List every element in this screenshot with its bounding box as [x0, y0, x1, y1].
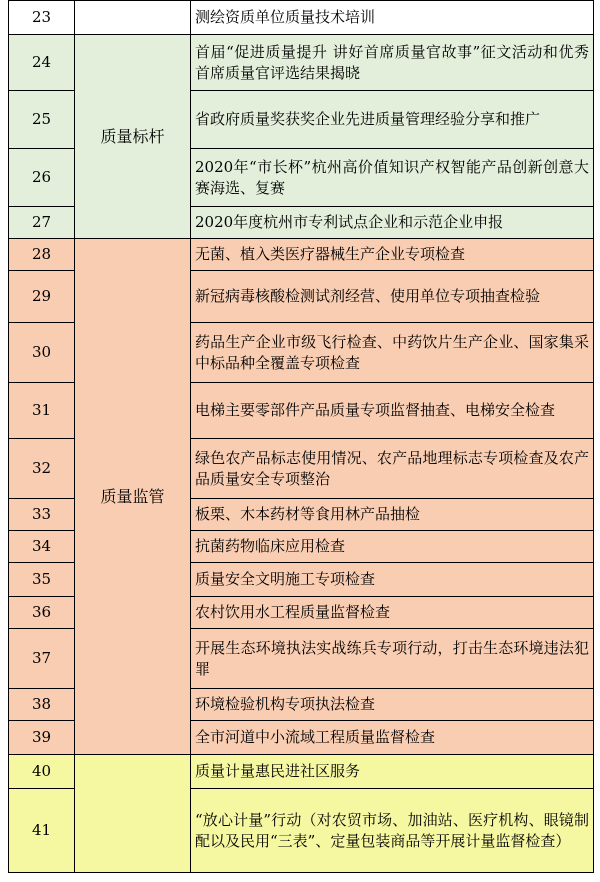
row-item: 质量安全文明施工专项检查	[191, 563, 594, 597]
row-number: 30	[9, 323, 75, 383]
row-number: 33	[9, 499, 75, 531]
category-supervision: 质量监管	[75, 239, 191, 755]
row-number: 37	[9, 629, 75, 689]
row-item: “放心计量”行动（对农贸市场、加油站、医疗机构、眼镜制配以及民用“三表”、定量包装商品等开展计量监督检查）	[191, 789, 594, 873]
row-item: 电梯主要零部件产品质量专项监督抽查、电梯安全检查	[191, 383, 594, 439]
row-number: 25	[9, 91, 75, 149]
row-item: 全市河道中小流域工程质量监督检查	[191, 721, 594, 755]
row-number: 24	[9, 35, 75, 91]
row-number: 23	[9, 1, 75, 35]
row-number: 28	[9, 239, 75, 271]
row-number: 41	[9, 789, 75, 873]
row-number: 27	[9, 207, 75, 239]
row-item: 质量计量惠民进社区服务	[191, 755, 594, 789]
row-number: 32	[9, 439, 75, 499]
row-number: 36	[9, 597, 75, 629]
category-benchmark: 质量标杆	[75, 35, 191, 239]
row-item: 2020年度杭州市专利试点企业和示范企业申报	[191, 207, 594, 239]
row-number: 31	[9, 383, 75, 439]
table-row	[9, 755, 594, 789]
row-item: 新冠病毒核酸检测试剂经营、使用单位专项抽查检验	[191, 271, 594, 323]
table-row	[9, 1, 594, 35]
row-number: 40	[9, 755, 75, 789]
row-number: 29	[9, 271, 75, 323]
row-item: 农村饮用水工程质量监督检查	[191, 597, 594, 629]
row-item: 药品生产企业市级飞行检查、中药饮片生产企业、国家集采中标品种全覆盖专项检查	[191, 323, 594, 383]
row-item: 无菌、植入类医疗器械生产企业专项检查	[191, 239, 594, 271]
row-item: 抗菌药物临床应用检查	[191, 531, 594, 563]
row-item: 首届“促进质量提升 讲好首席质量官故事”征文活动和优秀首席质量官评选结果揭晓	[191, 35, 594, 91]
row-item: 测绘资质单位质量技术培训	[191, 1, 594, 35]
row-number: 38	[9, 689, 75, 721]
row-number: 39	[9, 721, 75, 755]
row-item: 绿色农产品标志使用情况、农产品地理标志专项检查及农产品质量安全专项整治	[191, 439, 594, 499]
row-item: 环境检验机构专项执法检查	[191, 689, 594, 721]
row-number: 34	[9, 531, 75, 563]
row-item: 2020年“市长杯”杭州高价值知识产权智能产品创新创意大赛海选、复赛	[191, 149, 594, 207]
row-item: 省政府质量奖获奖企业先进质量管理经验分享和推广	[191, 91, 594, 149]
table-row	[9, 35, 594, 91]
row-item: 板栗、木本药材等食用林产品抽检	[191, 499, 594, 531]
row-item: 开展生态环境执法实战练兵专项行动，打击生态环境违法犯罪	[191, 629, 594, 689]
category-cell-empty	[75, 755, 191, 873]
table-row	[9, 239, 594, 271]
category-cell-empty	[75, 1, 191, 35]
row-number: 26	[9, 149, 75, 207]
task-table	[8, 0, 594, 873]
row-number: 35	[9, 563, 75, 597]
